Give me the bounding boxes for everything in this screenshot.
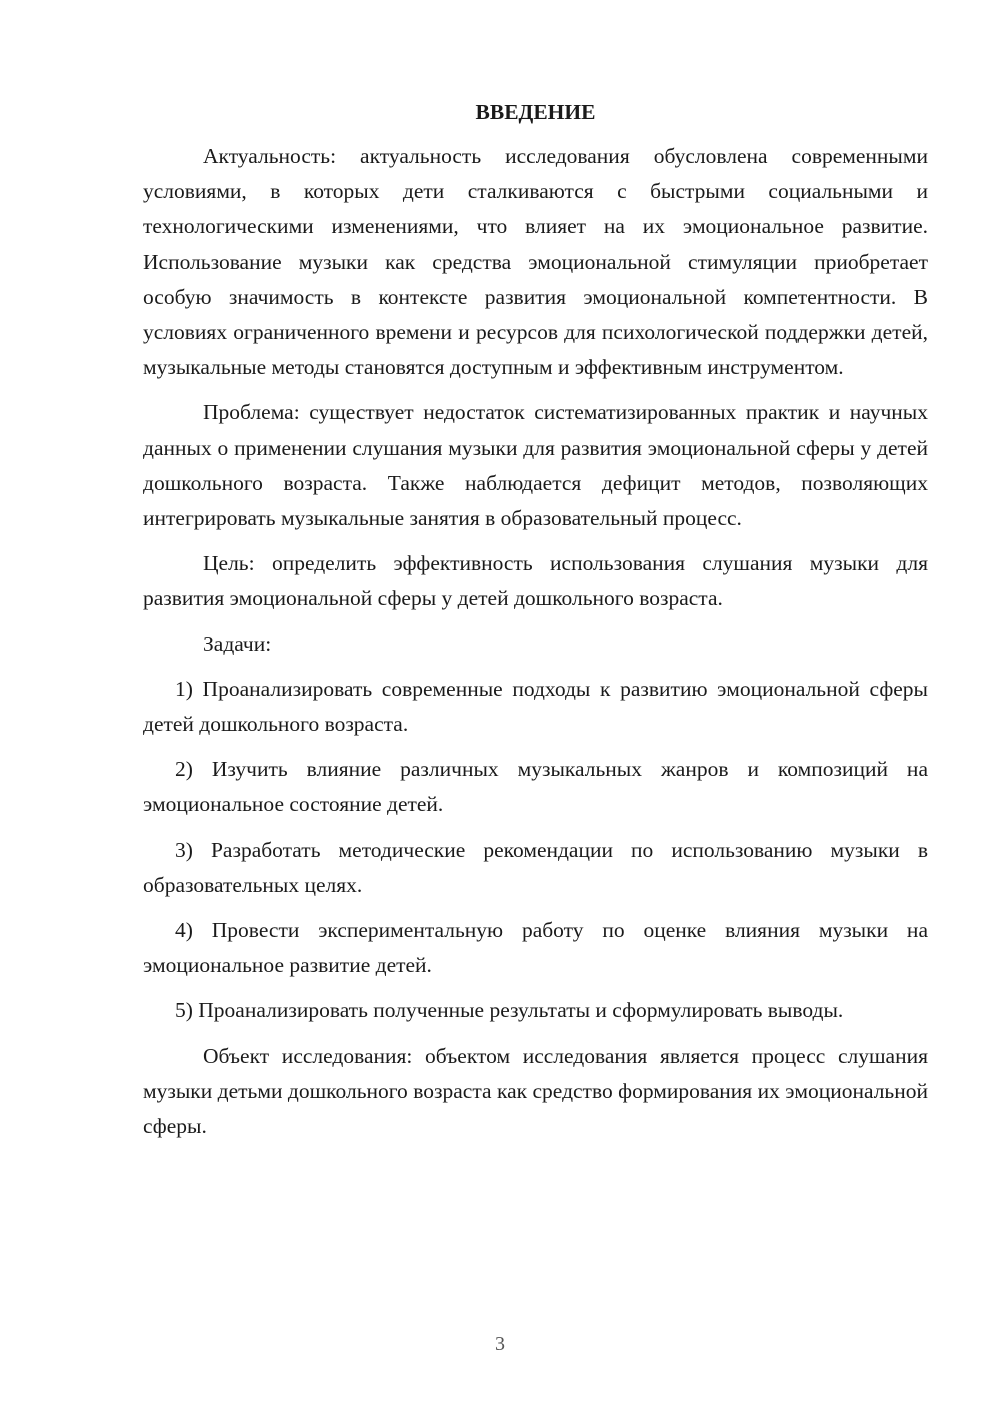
goal-paragraph: Цель: определить эффективность использования слушания музыки для развития эмоциональной сферы у детей дошкольного возраста. [143, 551, 928, 611]
relevance-paragraph: Актуальность: актуальность исследования обусловлена современными условиями, в которых дети сталкиваются с быстрыми социальными и технологическими изменениями, что влияет на их эмоциональное развитие. Использование музыки как средства эмоциональной стимуляции приобретает особую значимость в контексте развития эмоциональной компетентности. В условиях ограниченного времени и ресурсов для психологической поддержки детей, музыкальные методы становятся доступным и эффективным инструментом. [143, 144, 928, 380]
task-item-5: 5) Проанализировать полученные результаты и сформулировать выводы. [175, 998, 844, 1023]
task-item-1: 1) Проанализировать современные подходы к развитию эмоциональной сферы детей дошкольного возраста. [143, 676, 928, 737]
tasks-label: Задачи: [203, 631, 272, 656]
task-item-4: 4) Провести экспериментальную работу по оценке влияния музыки на эмоциональное развитие детей. [143, 918, 928, 978]
object-paragraph: Объект исследования: объектом исследования является процесс слушания музыки детьми дошкольного возраста как средство формирования их эмоциональной сферы. [143, 1043, 928, 1139]
task-item-3: 3) Разработать методические рекомендации по использованию музыки в образовательных целях. [143, 837, 928, 897]
section-heading: ВВЕДЕНИЕ [475, 100, 596, 124]
task-item-2: 2) Изучить влияние различных музыкальных жанров и композиций на эмоциональное состояние детей. [143, 757, 928, 817]
problem-paragraph: Проблема: существует недостаток систематизированных практик и научных данных о применении слушания музыки для развития эмоциональной сферы у детей дошкольного возраста. Также наблюдается дефицит методов, позволяющих интегрировать музыкальные занятия в образовательный процесс. [143, 400, 928, 531]
page-number: 3 [495, 1333, 505, 1355]
document-page [143, 96, 928, 1144]
